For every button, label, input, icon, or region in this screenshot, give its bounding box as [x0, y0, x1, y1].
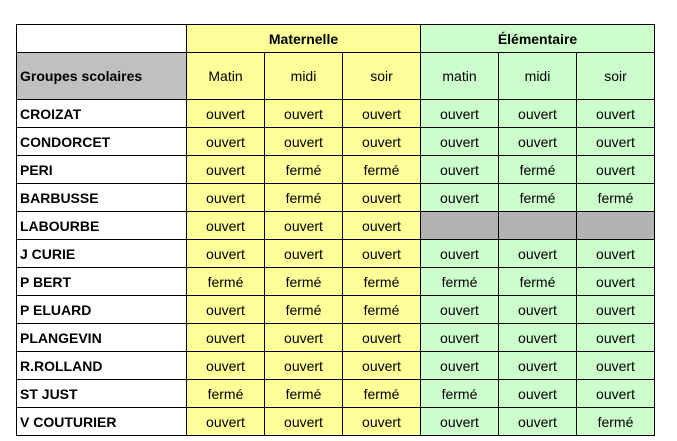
elementaire-status-cell: ouvert	[421, 296, 499, 324]
table-row	[17, 212, 655, 240]
elementaire-status-cell: fermé	[577, 408, 655, 436]
maternelle-status-cell: ouvert	[265, 408, 343, 436]
maternelle-status-cell: fermé	[265, 156, 343, 184]
elementaire-status-cell: ouvert	[421, 184, 499, 212]
table-row	[17, 128, 655, 156]
slot-header-elementaire-matin: matin	[421, 53, 499, 100]
elementaire-status-cell: ouvert	[577, 100, 655, 128]
elementaire-status-cell: ouvert	[499, 128, 577, 156]
maternelle-status-cell: ouvert	[343, 100, 421, 128]
elementaire-status-cell: ouvert	[577, 296, 655, 324]
table-row	[17, 296, 655, 324]
maternelle-status-cell: ouvert	[265, 128, 343, 156]
maternelle-status-cell: fermé	[265, 296, 343, 324]
elementaire-status-cell: ouvert	[577, 380, 655, 408]
maternelle-status-cell: ouvert	[187, 352, 265, 380]
maternelle-status-cell: fermé	[265, 268, 343, 296]
elementaire-status-cell: ouvert	[499, 380, 577, 408]
elementaire-status-cell: ouvert	[577, 156, 655, 184]
school-name-cell: P ELUARD	[17, 296, 187, 324]
elementaire-status-cell: fermé	[499, 268, 577, 296]
maternelle-status-cell: ouvert	[265, 352, 343, 380]
elementaire-status-cell: ouvert	[499, 324, 577, 352]
school-name-cell: J CURIE	[17, 240, 187, 268]
maternelle-status-cell: fermé	[343, 296, 421, 324]
elementaire-status-cell: fermé	[421, 268, 499, 296]
maternelle-status-cell: ouvert	[265, 212, 343, 240]
maternelle-status-cell: ouvert	[187, 296, 265, 324]
elementaire-status-cell: ouvert	[577, 324, 655, 352]
school-name-cell: V COUTURIER	[17, 408, 187, 436]
school-name-cell: CROIZAT	[17, 100, 187, 128]
table-row	[17, 156, 655, 184]
elementaire-status-cell: fermé	[499, 156, 577, 184]
elementaire-status-cell: ouvert	[499, 352, 577, 380]
elementaire-status-cell: ouvert	[577, 128, 655, 156]
maternelle-status-cell: fermé	[187, 380, 265, 408]
elementaire-status-cell: ouvert	[421, 128, 499, 156]
elementaire-not-applicable-cell	[499, 212, 577, 240]
elementaire-status-cell: ouvert	[499, 296, 577, 324]
slot-header-elementaire-soir: soir	[577, 53, 655, 100]
maternelle-status-cell: ouvert	[187, 240, 265, 268]
elementaire-status-cell: fermé	[499, 184, 577, 212]
elementaire-not-applicable-cell	[577, 212, 655, 240]
elementaire-status-cell: ouvert	[499, 408, 577, 436]
table-row	[17, 240, 655, 268]
elementaire-status-cell: ouvert	[421, 156, 499, 184]
maternelle-status-cell: ouvert	[343, 408, 421, 436]
elementaire-not-applicable-cell	[421, 212, 499, 240]
elementaire-status-cell: ouvert	[421, 408, 499, 436]
table-row	[17, 184, 655, 212]
schools-schedule-table	[16, 24, 655, 436]
maternelle-group-header: Maternelle	[187, 25, 421, 53]
school-name-column-header: Groupes scolaires	[17, 53, 187, 100]
maternelle-status-cell: ouvert	[265, 324, 343, 352]
school-name-cell: CONDORCET	[17, 128, 187, 156]
school-name-cell: P BERT	[17, 268, 187, 296]
maternelle-status-cell: ouvert	[187, 128, 265, 156]
maternelle-status-cell: ouvert	[343, 212, 421, 240]
maternelle-status-cell: fermé	[343, 268, 421, 296]
elementaire-status-cell: ouvert	[577, 268, 655, 296]
elementaire-status-cell: ouvert	[577, 240, 655, 268]
group-header-row	[17, 25, 655, 53]
maternelle-status-cell: ouvert	[187, 156, 265, 184]
school-name-cell: LABOURBE	[17, 212, 187, 240]
school-name-cell: PLANGEVIN	[17, 324, 187, 352]
elementaire-status-cell: ouvert	[421, 324, 499, 352]
slot-header-row	[17, 53, 655, 100]
table-row	[17, 352, 655, 380]
table-row	[17, 380, 655, 408]
table-row	[17, 408, 655, 436]
table-row	[17, 324, 655, 352]
table-body	[17, 25, 655, 436]
slot-header-elementaire-midi: midi	[499, 53, 577, 100]
maternelle-status-cell: ouvert	[187, 212, 265, 240]
maternelle-status-cell: fermé	[343, 156, 421, 184]
elementaire-group-header: Élémentaire	[421, 25, 655, 53]
school-name-cell: R.ROLLAND	[17, 352, 187, 380]
blank-corner-cell	[17, 25, 187, 53]
maternelle-status-cell: ouvert	[187, 100, 265, 128]
maternelle-status-cell: fermé	[265, 184, 343, 212]
elementaire-status-cell: ouvert	[499, 240, 577, 268]
elementaire-status-cell: fermé	[421, 380, 499, 408]
school-name-cell: BARBUSSE	[17, 184, 187, 212]
elementaire-status-cell: ouvert	[577, 352, 655, 380]
maternelle-status-cell: ouvert	[187, 408, 265, 436]
maternelle-status-cell: ouvert	[343, 128, 421, 156]
school-name-cell: PERI	[17, 156, 187, 184]
maternelle-status-cell: fermé	[265, 380, 343, 408]
maternelle-status-cell: fermé	[187, 268, 265, 296]
table-row	[17, 268, 655, 296]
maternelle-status-cell: ouvert	[187, 324, 265, 352]
elementaire-status-cell: ouvert	[499, 100, 577, 128]
maternelle-status-cell: ouvert	[265, 240, 343, 268]
maternelle-status-cell: fermé	[343, 380, 421, 408]
table-row	[17, 100, 655, 128]
maternelle-status-cell: ouvert	[343, 352, 421, 380]
elementaire-status-cell: fermé	[577, 184, 655, 212]
school-name-cell: ST JUST	[17, 380, 187, 408]
elementaire-status-cell: ouvert	[421, 100, 499, 128]
maternelle-status-cell: ouvert	[343, 184, 421, 212]
maternelle-status-cell: ouvert	[187, 184, 265, 212]
elementaire-status-cell: ouvert	[421, 352, 499, 380]
maternelle-status-cell: ouvert	[343, 324, 421, 352]
slot-header-maternelle-midi: midi	[265, 53, 343, 100]
maternelle-status-cell: ouvert	[343, 240, 421, 268]
maternelle-status-cell: ouvert	[265, 100, 343, 128]
slot-header-maternelle-soir: soir	[343, 53, 421, 100]
slot-header-maternelle-matin: Matin	[187, 53, 265, 100]
elementaire-status-cell: ouvert	[421, 240, 499, 268]
